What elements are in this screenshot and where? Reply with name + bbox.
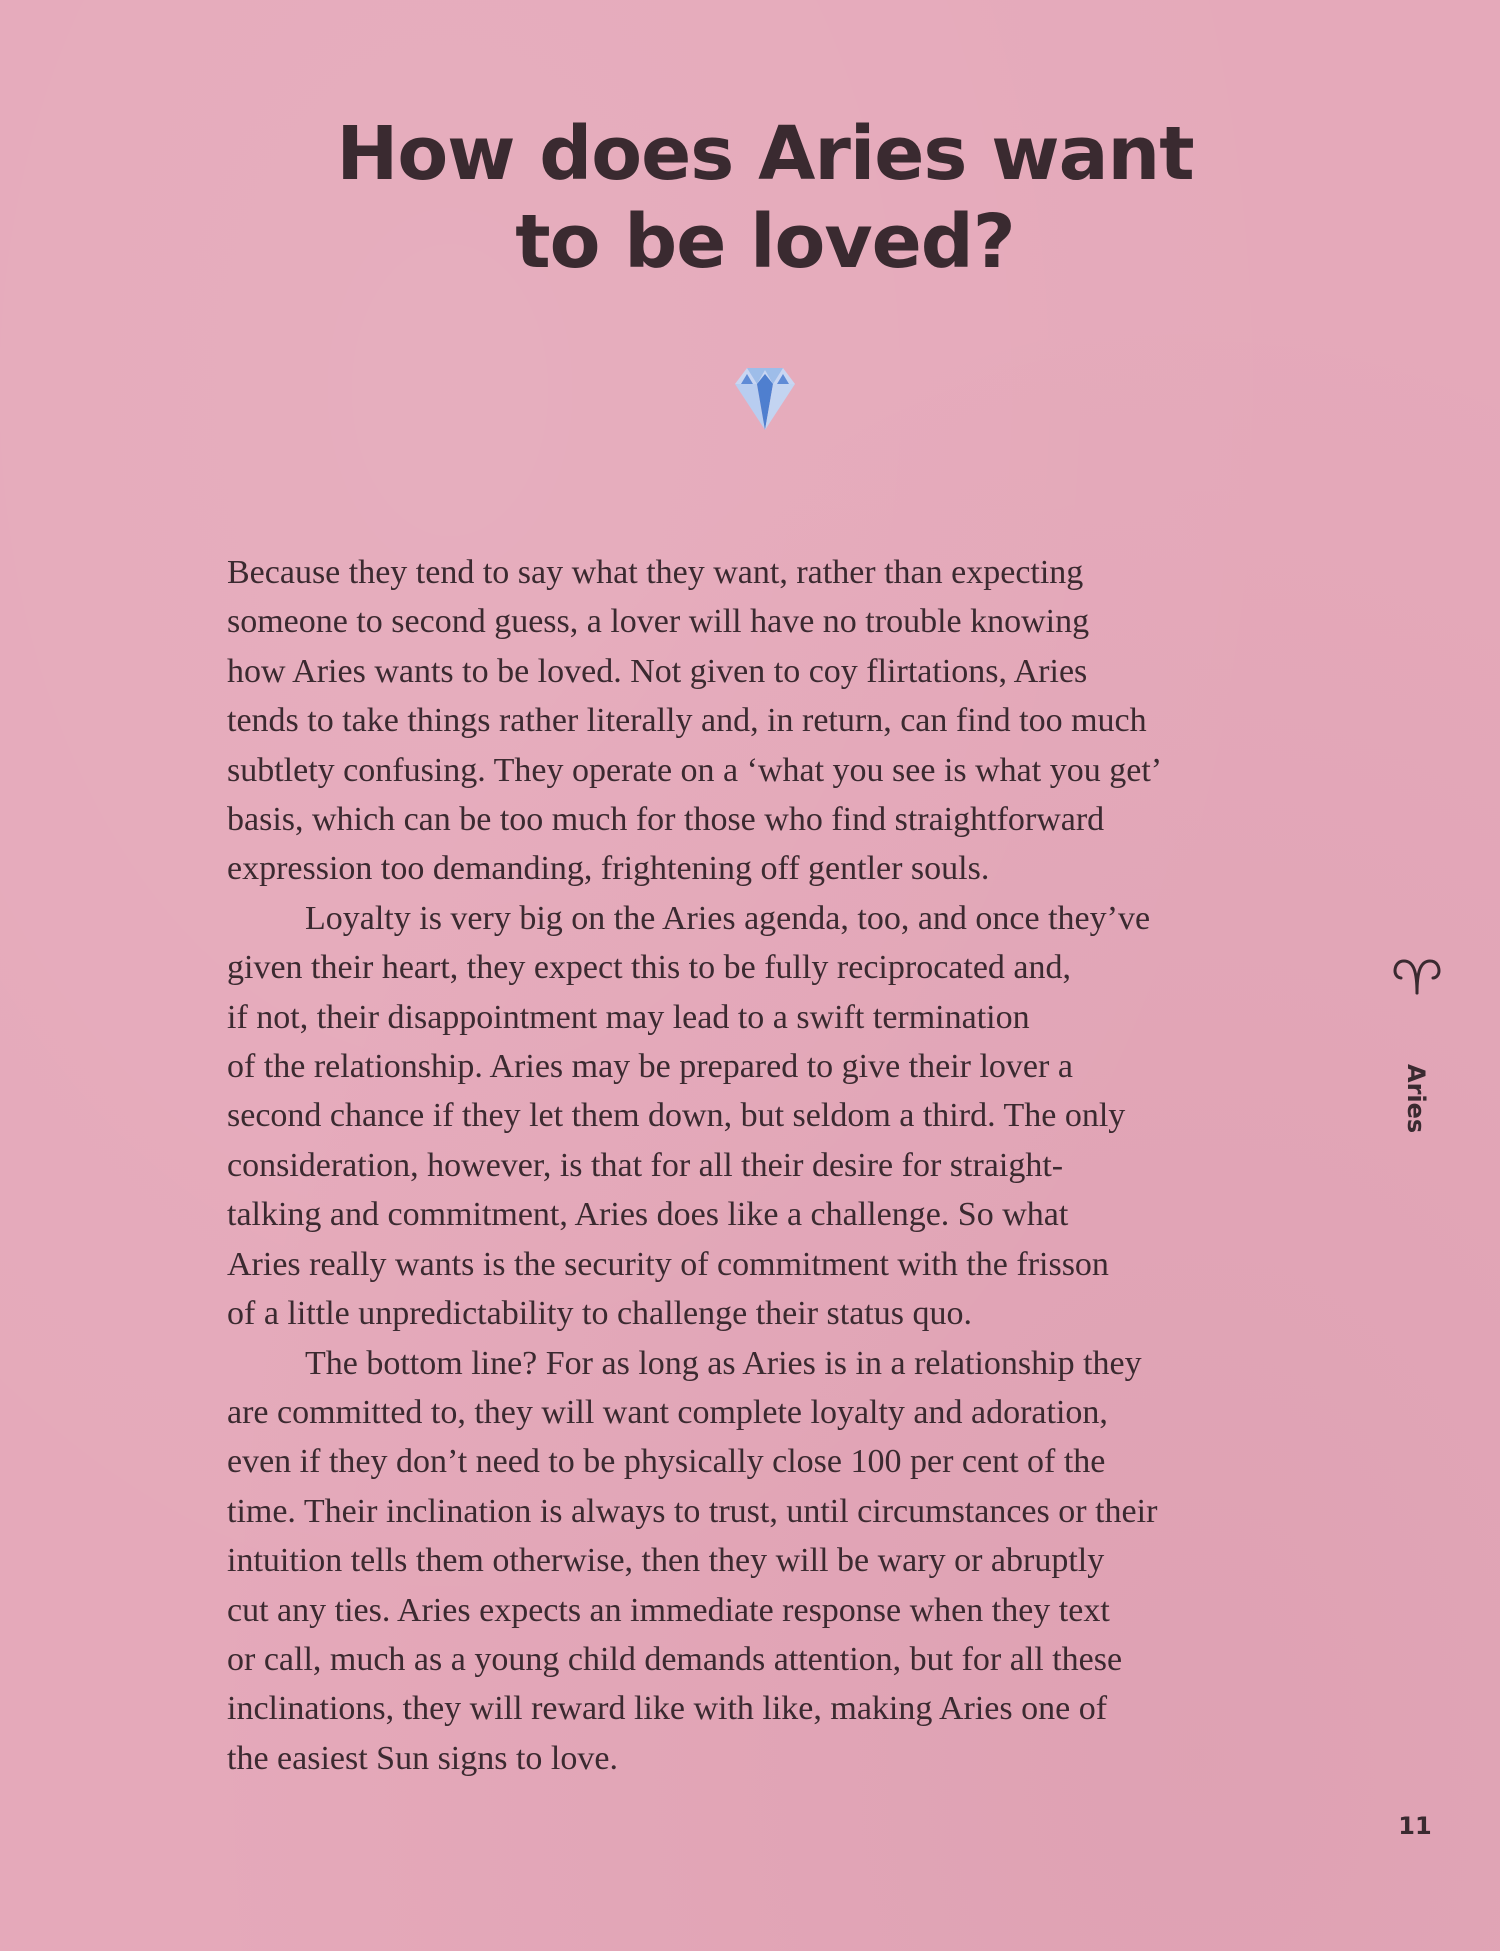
- page-number: 11: [1398, 1812, 1432, 1840]
- text-line: consideration, however, is that for all their desire for straight-: [227, 1146, 1064, 1184]
- title-line-1: How does Aries want: [336, 111, 1194, 197]
- text-line: tends to take things rather literally and, in return, can find too much: [227, 702, 1147, 740]
- text-line: second chance if they let them down, but seldom a third. The only: [227, 1097, 1126, 1135]
- text-line: of the relationship. Aries may be prepared to give their lover a: [227, 1048, 1073, 1086]
- text-line: the easiest Sun signs to love.: [227, 1739, 618, 1777]
- text-line: cut any ties. Aries expects an immediate response when they text: [227, 1591, 1110, 1629]
- text-line: inclinations, they will reward like with like, making Aries one of: [227, 1690, 1108, 1728]
- sidebar-sign-label: Aries: [1402, 1064, 1430, 1134]
- text-line: or call, much as a young child demands attention, but for all these: [227, 1640, 1123, 1678]
- text-line: how Aries wants to be loved. Not given to coy flirtations, Aries: [227, 652, 1088, 690]
- text-line: The bottom line? For as long as Aries is in a relationship they: [305, 1344, 1142, 1382]
- paragraph: [227, 548, 1347, 894]
- text-line: of a little unpredictability to challenge their status quo.: [227, 1295, 972, 1333]
- text-line: expression too demanding, frightening off gentler souls.: [227, 850, 990, 888]
- text-line: given their heart, they expect this to be fully reciprocated and,: [227, 949, 1072, 987]
- aries-symbol-icon: [1392, 955, 1442, 995]
- text-line: intuition tells them otherwise, then they will be wary or abruptly: [227, 1542, 1105, 1580]
- text-line: Because they tend to say what they want, rather than expecting: [227, 554, 1084, 591]
- text-line: even if they don’t need to be physically close 100 per cent of the: [227, 1443, 1106, 1481]
- text-line: if not, their disappointment may lead to a swift termination: [227, 998, 1030, 1036]
- text-line: talking and commitment, Aries does like a challenge. So what: [227, 1196, 1069, 1234]
- diamond-icon: [727, 362, 803, 432]
- text-line: subtlety confusing. They operate on a ‘what you see is what you get’: [227, 751, 1163, 789]
- body-text: [227, 548, 1347, 1783]
- title-line-2: to be loved?: [515, 199, 1015, 285]
- page-title: [250, 110, 1280, 286]
- text-line: Aries really wants is the security of commitment with the frisson: [227, 1245, 1109, 1283]
- text-line: time. Their inclination is always to trust, until circumstances or their: [227, 1492, 1158, 1530]
- text-line: Loyalty is very big on the Aries agenda, too, and once they’ve: [305, 899, 1151, 937]
- paragraph: [227, 894, 1347, 1339]
- text-line: are committed to, they will want complete loyalty and adoration,: [227, 1393, 1108, 1431]
- text-line: basis, which can be too much for those who find straightforward: [227, 801, 1105, 839]
- paragraph: [227, 1339, 1347, 1784]
- text-line: someone to second guess, a lover will have no trouble knowing: [227, 603, 1090, 641]
